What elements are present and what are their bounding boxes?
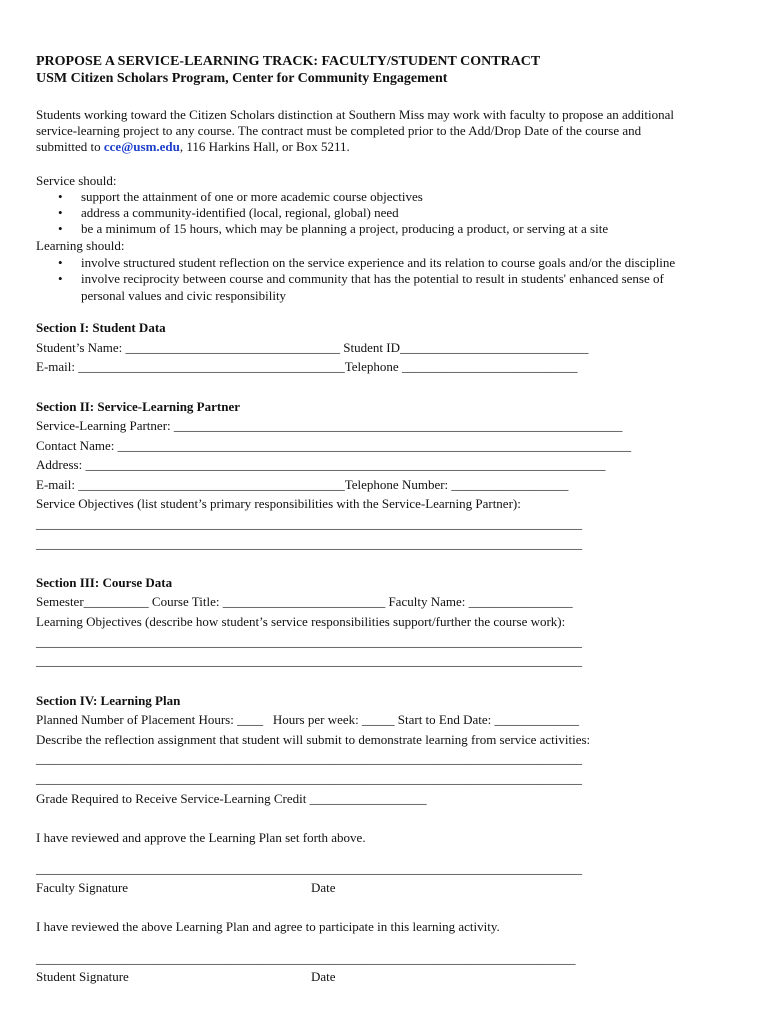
address-field[interactable]: Address: ________________________________________________________________________________ — [36, 457, 606, 472]
learning-item: involve structured student reflection on the service experience and its relation to course goals and/or the discipline — [81, 255, 676, 270]
section-2-heading: Section II: Service-Learning Partner — [36, 399, 240, 414]
contact-name-field[interactable]: Contact Name: _______________________________________________________________________________ — [36, 438, 632, 453]
service-objectives-blank[interactable]: ____________________________________________________________________________________ — [36, 536, 582, 551]
reflection-label: Describe the reflection assignment that student will submit to demonstrate learning from service activities: — [36, 732, 591, 747]
intro-prefix: submitted to — [36, 139, 104, 154]
email-link[interactable]: cce@usm.edu — [103, 139, 180, 154]
service-item: be a minimum of 15 hours, which may be planning a project, producing a product, or serving at a site — [81, 221, 609, 236]
learning-objectives-label: Learning Objectives (describe how student’s service responsibilities support/further the course work): — [36, 614, 566, 629]
bullet-icon: • — [58, 189, 63, 204]
student-name-id-fields[interactable]: Student’s Name: _________________________________ Student ID_____________________________ — [36, 340, 589, 355]
learning-item-continued: personal values and civic responsibility — [81, 288, 287, 303]
page-subtitle: USM Citizen Scholars Program, Center for Community Engagement — [36, 71, 448, 86]
course-fields[interactable]: Semester__________ Course Title: _________________________ Faculty Name: ________________ — [36, 594, 573, 609]
reflection-blank[interactable]: ____________________________________________________________________________________ — [36, 751, 582, 766]
partner-field[interactable]: Service-Learning Partner: _____________________________________________________________________ — [36, 418, 623, 433]
bullet-icon: • — [58, 255, 63, 270]
page-title: PROPOSE A SERVICE-LEARNING TRACK: FACULTY/STUDENT CONTRACT — [36, 54, 541, 69]
grade-required-field[interactable]: Grade Required to Receive Service-Learning Credit __________________ — [36, 791, 427, 806]
student-statement: I have reviewed the above Learning Plan and agree to participate in this learning activity. — [36, 919, 500, 934]
student-date-label: Date — [311, 969, 336, 984]
student-signature-label: Student Signature — [36, 969, 129, 984]
bullet-icon: • — [58, 221, 63, 236]
partner-email-phone-fields[interactable]: E-mail: _________________________________________Telephone Number: __________________ — [36, 477, 569, 492]
service-objectives-blank[interactable]: ____________________________________________________________________________________ — [36, 516, 582, 531]
service-objectives-label: Service Objectives (list student’s primary responsibilities with the Service-Learning Partner): — [36, 496, 521, 511]
learning-objectives-blank[interactable]: ____________________________________________________________________________________ — [36, 634, 582, 649]
bullet-icon: • — [58, 205, 63, 220]
service-heading: Service should: — [36, 173, 117, 188]
reflection-blank[interactable]: ____________________________________________________________________________________ — [36, 771, 582, 786]
faculty-signature-line[interactable]: ____________________________________________________________________________________ — [36, 861, 582, 876]
faculty-signature-label: Faculty Signature — [36, 880, 129, 895]
section-1-heading: Section I: Student Data — [36, 320, 166, 335]
placement-hours-fields[interactable]: Planned Number of Placement Hours: ____ Hours per week: _____ Start to End Date: _____________ — [36, 712, 580, 727]
student-email-phone-fields[interactable]: E-mail: _________________________________________Telephone ___________________________ — [36, 359, 578, 374]
faculty-date-label: Date — [311, 880, 336, 895]
section-3-heading: Section III: Course Data — [36, 575, 173, 590]
intro-line-2: service-learning project to any course. The contract must be completed prior to the Add/Drop Date of the course and — [36, 123, 642, 138]
intro-line-1: Students working toward the Citizen Scholars distinction at Southern Miss may work with faculty to propose an additional — [36, 107, 674, 122]
faculty-statement: I have reviewed and approve the Learning Plan set forth above. — [36, 830, 366, 845]
student-signature-line[interactable]: ___________________________________________________________________________________ — [36, 951, 576, 966]
learning-objectives-blank[interactable]: ____________________________________________________________________________________ — [36, 653, 582, 668]
service-item: support the attainment of one or more academic course objectives — [81, 189, 423, 204]
bullet-icon: • — [58, 271, 63, 286]
intro-line-3 — [36, 139, 350, 155]
service-item: address a community-identified (local, regional, global) need — [81, 205, 399, 220]
learning-item: involve reciprocity between course and community that has the potential to result in students' enhanced sense of — [81, 271, 664, 286]
learning-heading: Learning should: — [36, 238, 125, 253]
section-4-heading: Section IV: Learning Plan — [36, 693, 181, 708]
intro-suffix: , 116 Harkins Hall, or Box 5211. — [179, 139, 350, 154]
